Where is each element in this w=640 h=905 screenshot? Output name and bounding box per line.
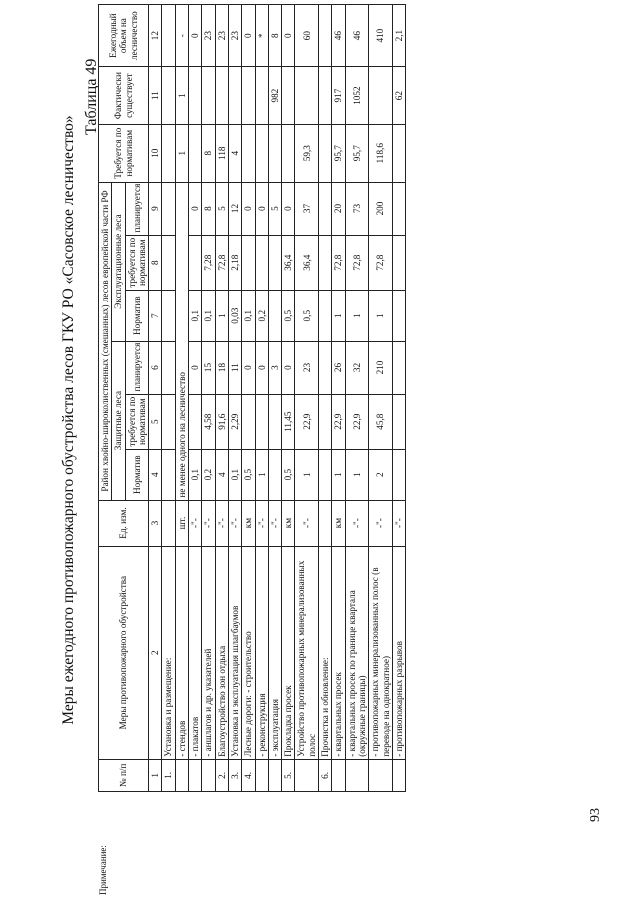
col-number: 12 [149, 5, 162, 67]
table-cell: 0 [282, 182, 295, 235]
table-row [228, 5, 241, 792]
col-number: 5 [149, 394, 162, 449]
table-cell: 5 [215, 182, 228, 235]
table-cell [162, 394, 175, 449]
table-cell: 1 [345, 449, 369, 500]
table-cell: - аншлагов и др. указателей [202, 546, 215, 759]
table-cell: 23 [228, 5, 241, 67]
table-cell [369, 67, 393, 125]
table-cell: 36,4 [295, 235, 319, 290]
table-cell [319, 449, 332, 500]
table-cell: 2,1 [392, 5, 405, 67]
header-num: № п/п [99, 759, 149, 791]
table-cell [392, 182, 405, 235]
table-cell [392, 394, 405, 449]
table-cell: Благоустройство зон отдыха [215, 546, 228, 759]
header-unit: Ед. изм. [99, 500, 149, 546]
table-row [215, 5, 228, 792]
table-cell: 1. [162, 759, 175, 791]
table-cell: 37 [295, 182, 319, 235]
table-cell: 0,1 [189, 290, 202, 341]
table-cell: -"- [202, 500, 215, 546]
table-cell: 6. [319, 759, 332, 791]
table-cell: 22,9 [345, 394, 369, 449]
table-cell [319, 124, 332, 182]
table-cell: 59,3 [295, 124, 319, 182]
table-cell: 4,58 [202, 394, 215, 449]
table-cell: 1 [332, 290, 345, 341]
header-operational: Эксплуатационные леса [112, 182, 125, 341]
table-cell: 72,8 [345, 235, 369, 290]
table-cell [162, 449, 175, 500]
table-cell [189, 235, 202, 290]
table-cell: 32 [345, 341, 369, 394]
table-cell: - квартальных просек [332, 546, 345, 759]
table-cell: км [282, 500, 295, 546]
table-cell: 0,5 [282, 449, 295, 500]
table-cell: 8 [202, 182, 215, 235]
table-row [345, 5, 369, 792]
fire-measures-table [98, 4, 406, 792]
table-cell: - [175, 5, 188, 67]
table-cell [162, 182, 175, 235]
table-cell [295, 67, 319, 125]
table-cell: 12 [228, 182, 241, 235]
table-cell: 0,5 [242, 449, 255, 500]
table-cell: 0 [242, 341, 255, 394]
table-cell: Установка и размещение: [162, 546, 175, 759]
table-cell: 3. [228, 759, 241, 791]
table-cell [242, 67, 255, 125]
table-cell: 0,2 [255, 290, 268, 341]
table-cell [319, 500, 332, 546]
table-cell: 410 [369, 5, 393, 67]
page-number: 93 [588, 808, 603, 822]
table-cell: 91,6 [215, 394, 228, 449]
table-cell: 0 [189, 5, 202, 67]
table-number: Таблица 49 [83, 58, 100, 135]
table-cell [215, 67, 228, 125]
table-cell [319, 394, 332, 449]
table-row [202, 5, 215, 792]
table-cell: 72,8 [332, 235, 345, 290]
table-cell: 46 [345, 5, 369, 67]
table-cell [162, 124, 175, 182]
table-cell: 11,45 [282, 394, 295, 449]
table-cell: -"- [345, 500, 369, 546]
table-cell: 8 [268, 5, 281, 67]
table-row [255, 5, 268, 792]
table-cell [392, 449, 405, 500]
table-cell: 4. [242, 759, 255, 791]
table-cell: 23 [295, 341, 319, 394]
table-cell [268, 449, 281, 500]
table-cell: Установка и эксплуатация шлагбаумов [228, 546, 241, 759]
table-cell: 0,03 [228, 290, 241, 341]
table-cell: -"- [189, 500, 202, 546]
table-cell: -"- [228, 500, 241, 546]
table-row [295, 5, 319, 792]
table-cell [162, 67, 175, 125]
table-cell [162, 235, 175, 290]
table-cell: 118 [215, 124, 228, 182]
document-title: Меры ежегодного противопожарного обустройства лесов ГКУ РО «Сасовское лесничество» [60, 115, 77, 725]
table-row [319, 5, 332, 792]
table-row [369, 5, 393, 792]
col-number: 2 [149, 546, 162, 759]
table-cell: 4 [228, 124, 241, 182]
table-cell [319, 235, 332, 290]
table-cell: 8 [202, 124, 215, 182]
table-cell: 200 [369, 182, 393, 235]
table-cell: Прочистка и обновление: [319, 546, 332, 759]
table-cell: 0,1 [242, 290, 255, 341]
table-cell: - плакатов [189, 546, 202, 759]
table-cell [295, 759, 319, 791]
table-cell: -"- [295, 500, 319, 546]
header-planned: планируется [125, 341, 149, 394]
col-number: 11 [149, 67, 162, 125]
table-cell: 1 [332, 449, 345, 500]
table-cell [319, 5, 332, 67]
col-number: 10 [149, 124, 162, 182]
table-row [175, 5, 188, 792]
header-required: требуется по нормативам [125, 235, 149, 290]
table-cell [392, 759, 405, 791]
table-cell: 95,7 [345, 124, 369, 182]
table-cell: 45,8 [369, 394, 393, 449]
table-cell [268, 394, 281, 449]
table-cell: 1 [255, 449, 268, 500]
table-cell: 0 [242, 5, 255, 67]
table-body [162, 5, 406, 792]
table-cell [162, 290, 175, 341]
table-cell: 917 [332, 67, 345, 125]
footnote: Примечание: [98, 845, 108, 895]
table-cell: 0 [282, 341, 295, 394]
table-cell: 60 [295, 5, 319, 67]
table-cell [319, 341, 332, 394]
table-cell: 2 [369, 449, 393, 500]
table-cell [319, 290, 332, 341]
table-cell: 46 [332, 5, 345, 67]
table-cell: 15 [202, 341, 215, 394]
table-cell: 72,8 [215, 235, 228, 290]
table-cell: 0 [255, 341, 268, 394]
table-cell [255, 67, 268, 125]
table-cell: 5. [282, 759, 295, 791]
header-planned: планируется [125, 182, 149, 235]
table-row [282, 5, 295, 792]
table-cell: 0 [255, 182, 268, 235]
table-cell: 1 [345, 290, 369, 341]
table-cell: 1 [175, 67, 188, 125]
table-cell: шт. [175, 500, 188, 546]
table-row [242, 5, 255, 792]
merged-norm-cell: не менее одного на лесничество [175, 182, 188, 500]
col-number: 3 [149, 500, 162, 546]
col-number: 6 [149, 341, 162, 394]
table-cell [255, 235, 268, 290]
table-cell: 118,6 [369, 124, 393, 182]
table-cell [162, 341, 175, 394]
table-cell: 0,2 [202, 449, 215, 500]
col-number: 1 [149, 759, 162, 791]
table-cell: 0 [189, 182, 202, 235]
table-cell: 73 [345, 182, 369, 235]
table-cell [369, 759, 393, 791]
table-cell [189, 124, 202, 182]
table-cell: 62 [392, 67, 405, 125]
table-cell [242, 235, 255, 290]
table-cell [392, 290, 405, 341]
table-cell [255, 759, 268, 791]
table-cell: -"- [215, 500, 228, 546]
table-cell: 210 [369, 341, 393, 394]
table-cell [392, 124, 405, 182]
table-cell [175, 759, 188, 791]
table-cell [255, 124, 268, 182]
table-cell: 1052 [345, 67, 369, 125]
table-cell: 18 [215, 341, 228, 394]
table-cell: - эксплуатация [268, 546, 281, 759]
header-norm: Норматив [125, 449, 149, 500]
col-number: 8 [149, 235, 162, 290]
table-cell: 22,9 [295, 394, 319, 449]
table-cell: Прокладка просек [282, 546, 295, 759]
header-protective: Защитные леса [112, 341, 125, 500]
table-cell: 22,9 [332, 394, 345, 449]
table-cell: 1 [295, 449, 319, 500]
table-cell: 36,4 [282, 235, 295, 290]
col-number: 9 [149, 182, 162, 235]
table-cell [282, 124, 295, 182]
table-row [189, 5, 202, 792]
col-number: 7 [149, 290, 162, 341]
table-cell: -"- [268, 500, 281, 546]
table-cell [228, 67, 241, 125]
col-number: 4 [149, 449, 162, 500]
table-cell: 23 [202, 5, 215, 67]
table-cell [242, 124, 255, 182]
table-cell [202, 67, 215, 125]
table-cell: км [242, 500, 255, 546]
table-cell: 0 [189, 341, 202, 394]
table-cell: 3 [268, 341, 281, 394]
table-cell: 1 [369, 290, 393, 341]
table-cell: 2,18 [228, 235, 241, 290]
header-measures: Меры противопожарного обустройства [99, 546, 149, 759]
table-cell [162, 500, 175, 546]
table-row [332, 5, 345, 792]
table-cell [255, 394, 268, 449]
table-row [392, 5, 405, 792]
table-cell: 0 [282, 5, 295, 67]
table-cell: 2,29 [228, 394, 241, 449]
table-cell [162, 5, 175, 67]
table-cell: 26 [332, 341, 345, 394]
table-cell: Устройство противопожарных минерализованных полос [295, 546, 319, 759]
header-required-total: Требуется по нормативам [99, 124, 149, 182]
table-cell [268, 124, 281, 182]
table-cell: - квартальных просек по границе квартала (окружные границы) [345, 546, 369, 759]
table-cell [189, 759, 202, 791]
table-cell [345, 759, 369, 791]
table-cell: 0,1 [202, 290, 215, 341]
header-actual: Фактически существует [99, 67, 149, 125]
table-header [99, 5, 162, 792]
header-annual: Ежегодный объем на лесничество [99, 5, 149, 67]
table-cell: 72,8 [369, 235, 393, 290]
table-cell: - стендов [175, 546, 188, 759]
table-cell [319, 182, 332, 235]
header-required: требуется по нормативам [125, 394, 149, 449]
table-cell [392, 341, 405, 394]
table-cell: 1 [215, 290, 228, 341]
table-cell [282, 67, 295, 125]
table-cell [189, 67, 202, 125]
table-cell: 5 [268, 182, 281, 235]
table-cell: 4 [215, 449, 228, 500]
table-cell [392, 235, 405, 290]
table-cell: 982 [268, 67, 281, 125]
table-cell: - противопожарных разрывов [392, 546, 405, 759]
table-cell: 95,7 [332, 124, 345, 182]
table-cell [268, 235, 281, 290]
table-cell: -"- [392, 500, 405, 546]
table-row [162, 5, 175, 792]
header-norm: Норматив [125, 290, 149, 341]
table-cell: - реконструкция [255, 546, 268, 759]
table-cell: -"- [255, 500, 268, 546]
table-cell: * [255, 5, 268, 67]
table-cell [189, 394, 202, 449]
table-row [268, 5, 281, 792]
table-cell: 0 [242, 182, 255, 235]
table-cell [319, 67, 332, 125]
table-cell: 7,28 [202, 235, 215, 290]
table-cell: 0,5 [282, 290, 295, 341]
table-cell: 23 [215, 5, 228, 67]
table-cell: 11 [228, 341, 241, 394]
table-cell [202, 759, 215, 791]
table-cell: км [332, 500, 345, 546]
table-cell: 0,5 [295, 290, 319, 341]
table-cell: 2. [215, 759, 228, 791]
header-region: Район хвойно-широколиственных (смешанных) лесов европейской части РФ [99, 182, 112, 500]
table-cell: 1 [175, 124, 188, 182]
table-cell: 0,1 [228, 449, 241, 500]
table-cell [268, 759, 281, 791]
table-cell [332, 759, 345, 791]
table-cell: 20 [332, 182, 345, 235]
table-cell: 0,1 [189, 449, 202, 500]
table-cell: - противопожарных минерализованных полос (в переводе на однократное) [369, 546, 393, 759]
table-cell: Лесные дороги: - строительство [242, 546, 255, 759]
table-cell [242, 394, 255, 449]
table-cell [268, 290, 281, 341]
table-cell: -"- [369, 500, 393, 546]
